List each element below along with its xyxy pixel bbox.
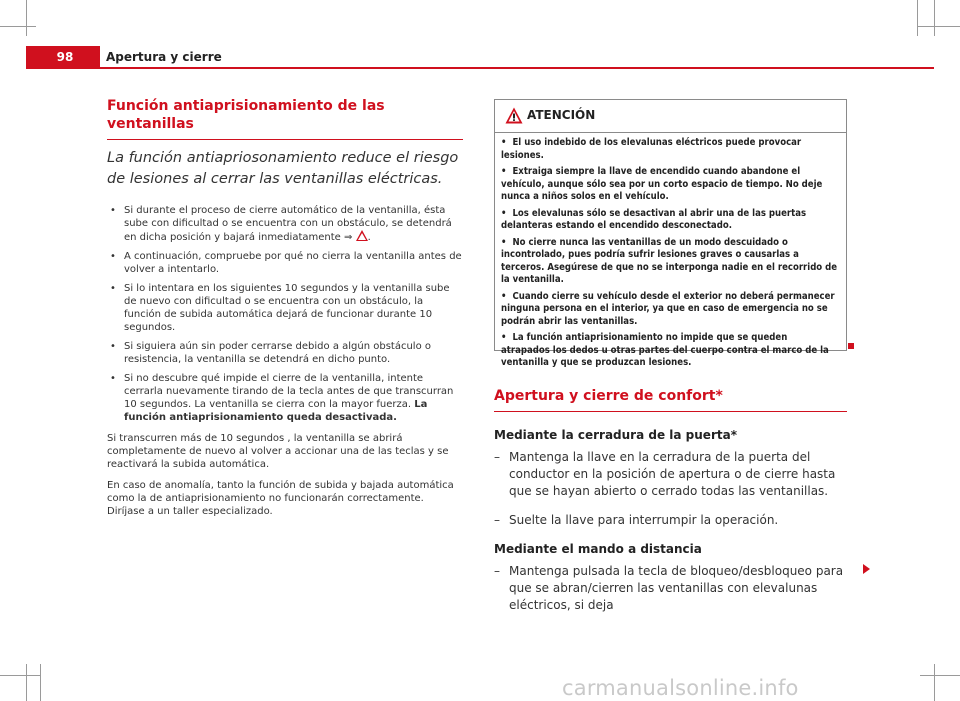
bullet-dot: • [110, 373, 116, 384]
subsection-title: Mediante el mando a distancia [494, 542, 702, 556]
list-item [107, 204, 463, 244]
warning-body [495, 133, 846, 370]
warning-item [501, 291, 838, 329]
dash-marker: – [494, 564, 500, 578]
bullet-dot: • [110, 341, 116, 352]
list-item [107, 282, 463, 334]
crop-mark [0, 675, 40, 676]
crop-mark [26, 664, 27, 701]
section-title: Función antiaprisionamiento de las ventanillas [107, 98, 385, 132]
warning-item [501, 166, 838, 204]
warning-item-text: Extraiga siempre la llave de encendido cuando abandone el vehículo, aunque sólo sea por un corto espacio de tiempo. No deje nunca a niños solos en el vehículo. [501, 166, 823, 202]
list-item-text: Suelte la llave para interrumpir la operación. [509, 513, 779, 527]
warning-ref-icon[interactable] [356, 230, 368, 241]
list-item [107, 340, 463, 366]
crop-mark [917, 26, 960, 27]
subsection-title: Mediante la cerradura de la puerta* [494, 428, 737, 442]
bullet-dot: • [501, 332, 507, 343]
bullet-text: Si lo intentara en los siguientes 10 segundos y la ventanilla sube de nuevo con dificultad o se encuentra con un obstáculo, la función de subida automática dejará de funcionar durante 10 segundos. [124, 283, 450, 333]
dash-marker: – [494, 513, 500, 527]
warning-triangle-icon [505, 107, 523, 124]
bullet-dot: • [501, 290, 507, 302]
bullet-bold-text: La función antiaprisionamiento queda desactivada. [124, 399, 428, 423]
paragraph: Si transcurren más de 10 segundos , la ventanilla se abrirá completamente de nuevo al volver a accionar una de las teclas y se reactivará la subida automática. [107, 433, 449, 470]
bullet-dot: • [110, 205, 116, 216]
warning-item [501, 332, 838, 370]
right-section [494, 387, 847, 614]
page-number: 98 [26, 46, 100, 68]
header-title: Apertura y cierre [106, 50, 222, 64]
crop-mark [0, 26, 36, 27]
warning-item-text: Los elevalunas sólo se desactivan al abrir una de las puertas delanteras estando el encendido desconectado. [501, 207, 807, 231]
warning-box [494, 99, 847, 368]
warning-item [501, 237, 838, 287]
warning-item [501, 208, 838, 233]
header-rule [26, 67, 934, 69]
continue-arrow-icon [863, 564, 870, 574]
list-item [107, 250, 463, 276]
bullet-text: A continuación, compruebe por qué no cierra la ventanilla antes de volver a intentarlo. [124, 251, 462, 275]
left-column [107, 97, 463, 518]
list-item-text: Mantenga la llave en la cerradura de la puerta del conductor en la posición de apertura o de cierre hasta que se hayan abierto o cerrado todas las ventanillas. [509, 450, 836, 498]
bullet-list [107, 204, 463, 424]
end-of-section-mark [848, 343, 854, 349]
list-item [494, 449, 847, 500]
warning-item-text: No cierre nunca las ventanillas de un modo descuidado o incontrolado, pues podría sufrir lesiones graves o causarlas a terceros. Asegúrese de que no se interponga nadie en el recorrido de la ventanilla. [501, 236, 838, 285]
crop-mark [934, 664, 935, 701]
bullet-text: Si no descubre qué impide el cierre de la ventanilla, intente cerrarla nuevamente tirando de la tecla antes de que transcurran 10 segundos. La ventanilla se cierra con la mayor fuerza. [124, 373, 454, 410]
crop-mark [920, 675, 960, 676]
bullet-dot: • [501, 236, 507, 248]
list-item [107, 372, 463, 424]
crop-mark [934, 0, 935, 36]
crop-mark [917, 0, 918, 36]
crop-mark [26, 0, 27, 36]
bullet-suffix: . [367, 232, 371, 243]
section-rule [107, 139, 463, 140]
warning-item-text: Cuando cierre su vehículo desde el exterior no deberá permanecer ninguna persona en el interior, ya que en caso de emergencia no se podrán abrir las ventanillas. [501, 290, 835, 327]
list-item [494, 563, 847, 614]
bullet-text: Si siguiera aún sin poder cerrarse debido a algún obstáculo o resistencia, la ventanilla se detendrá en dicho punto. [124, 341, 431, 365]
bullet-dot: • [110, 251, 116, 262]
warning-item-text: El uso indebido de los elevalunas eléctricos puede provocar lesiones. [501, 137, 802, 161]
dash-marker: – [494, 450, 500, 464]
warning-header [495, 100, 846, 133]
bullet-dot: • [501, 207, 507, 219]
warning-item [501, 137, 838, 162]
warning-title: ATENCIÓN [527, 108, 596, 122]
bullet-dot: • [501, 166, 507, 177]
section-rule [494, 411, 847, 412]
crop-mark [40, 664, 41, 701]
list-item [494, 512, 847, 529]
bullet-dot: • [501, 137, 507, 148]
section-title: Apertura y cierre de confort* [494, 388, 723, 404]
list-item-text: Mantenga pulsada la tecla de bloqueo/desbloqueo para que se abran/cierren las ventanillas con elevalunas eléctricos, si deja [509, 564, 844, 612]
intro-text: La función antiapriosonamiento reduce el riesgo de lesiones al cerrar las ventanillas eléctricas. [107, 150, 459, 187]
watermark: carmanualsonline.info [562, 676, 799, 700]
warning-item-text: La función antiaprisionamiento no impide que se queden atrapados los dedos u otras partes del cuerpo contra el marco de la ventanilla y que se produzcan lesiones. [501, 332, 829, 368]
bullet-text: Si durante el proceso de cierre automático de la ventanilla, ésta sube con dificultad o se encuentra con un obstáculo, se detendrá en dicha posición y bajará inmediatamente ⇒ [124, 205, 452, 243]
paragraph: En caso de anomalía, tanto la función de subida y bajada automática como la de antiaprisionamiento no funcionarán correctamente. Diríjase a un taller especializado. [107, 480, 454, 517]
bullet-dot: • [110, 283, 116, 294]
